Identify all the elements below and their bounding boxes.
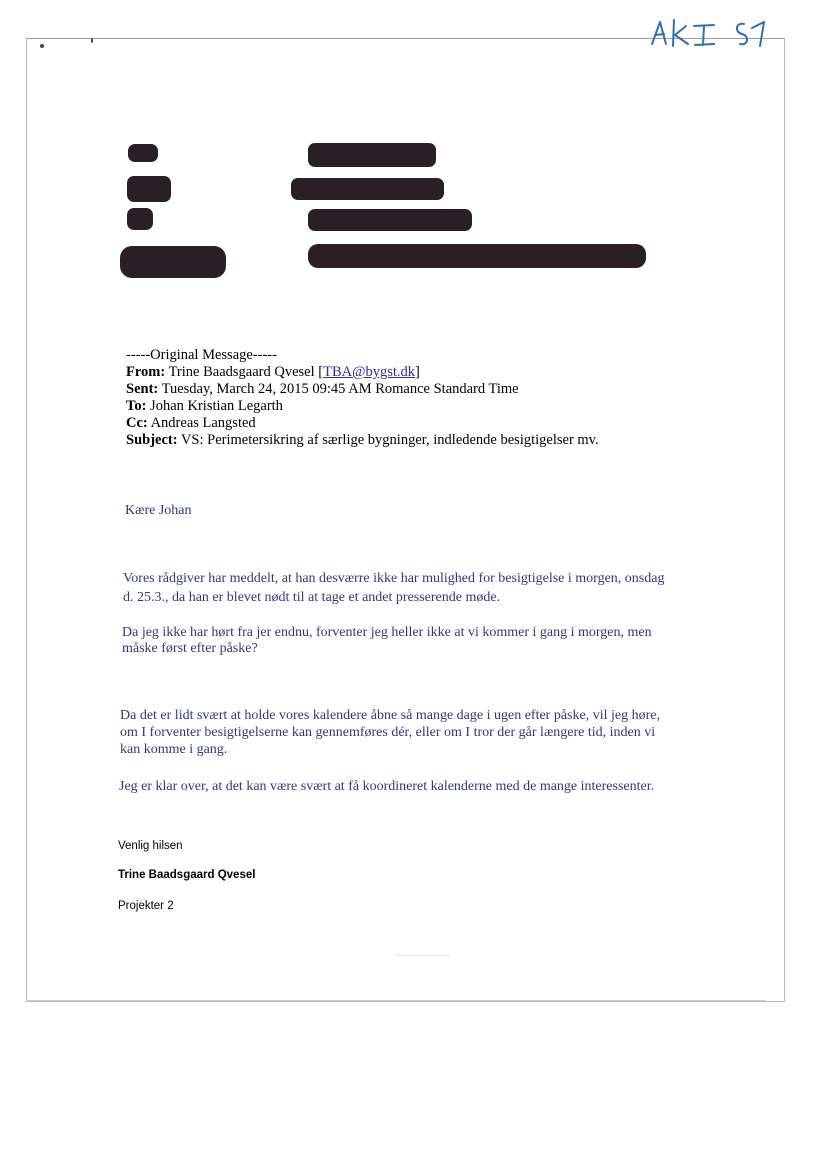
- paragraph-4-line-1: Jeg er klar over, at det kan være svært at få koordineret kalenderne med de mange interessenter.: [119, 779, 655, 794]
- subject-value: VS: Perimetersikring af særlige bygninger, indledende besigtigelser mv.: [180, 432, 599, 448]
- scan-artifact-line: [395, 955, 450, 956]
- signature-name: Trine Baadsgaard Qvesel: [118, 869, 256, 881]
- redaction-block: [308, 244, 646, 268]
- sent-value: Tuesday, March 24, 2015 09:45 AM Romance Standard Time: [161, 381, 519, 397]
- cc-value: Andreas Langsted: [150, 415, 256, 431]
- original-message-divider: -----Original Message-----: [126, 347, 277, 363]
- scan-speck: [40, 44, 44, 48]
- redaction-block: [291, 178, 444, 200]
- redaction-block: [127, 208, 153, 230]
- to-value: Johan Kristian Legarth: [150, 398, 283, 414]
- paragraph-3-line-2: om I forventer besigtigelserne kan gennemføres dér, eller om I tror der går længere tid, inden vi: [120, 725, 656, 740]
- handwritten-annotation: [648, 12, 778, 52]
- paragraph-1-line-1: Vores rådgiver har meddelt, at han desværre ikke har mulighed for besigtigelse i morgen, onsdag: [123, 571, 665, 586]
- paragraph-2-line-2: måske først efter påske?: [122, 641, 258, 656]
- cc-label: Cc:: [126, 415, 148, 431]
- paragraph-2-line-1: Da jeg ikke har hørt fra jer endnu, forventer jeg heller ikke at vi kommer i gang i morgen, men: [122, 625, 652, 640]
- paragraph-3-line-3: kan komme i gang.: [120, 742, 228, 757]
- to-label: To:: [126, 398, 147, 414]
- redaction-block: [127, 176, 171, 202]
- redaction-block: [120, 246, 226, 278]
- sent-line: [126, 381, 599, 398]
- signature-closing: Venlig hilsen: [118, 840, 183, 852]
- paragraph-1-line-2: d. 25.3., da han er blevet nødt til at tage et andet presserende møde.: [123, 590, 501, 605]
- greeting: Kære Johan: [125, 503, 192, 518]
- redaction-block: [308, 143, 436, 167]
- subject-line: [126, 432, 599, 449]
- redaction-block: [308, 209, 472, 231]
- from-email-link[interactable]: TBA@bygst.dk: [323, 364, 415, 380]
- signature-department: Projekter 2: [118, 900, 174, 912]
- email-header: [126, 347, 599, 449]
- from-name: Trine Baadsgaard Qvesel: [168, 364, 315, 380]
- paragraph-3-line-1: Da det er lidt svært at holde vores kalendere åbne så mange dage i ugen efter påske, vil jeg høre,: [120, 708, 660, 723]
- from-label: From:: [126, 364, 166, 380]
- from-line: From: Trine Baadsgaard Qvesel [TBA@bygst.dk]: [126, 364, 420, 380]
- page-shadow-edge: [26, 1000, 766, 1001]
- redaction-block: [128, 144, 158, 162]
- cc-line: [126, 415, 599, 432]
- subject-label: Subject:: [126, 432, 178, 448]
- sent-label: Sent:: [126, 381, 159, 397]
- scan-speck: [91, 38, 93, 43]
- to-line: [126, 398, 599, 415]
